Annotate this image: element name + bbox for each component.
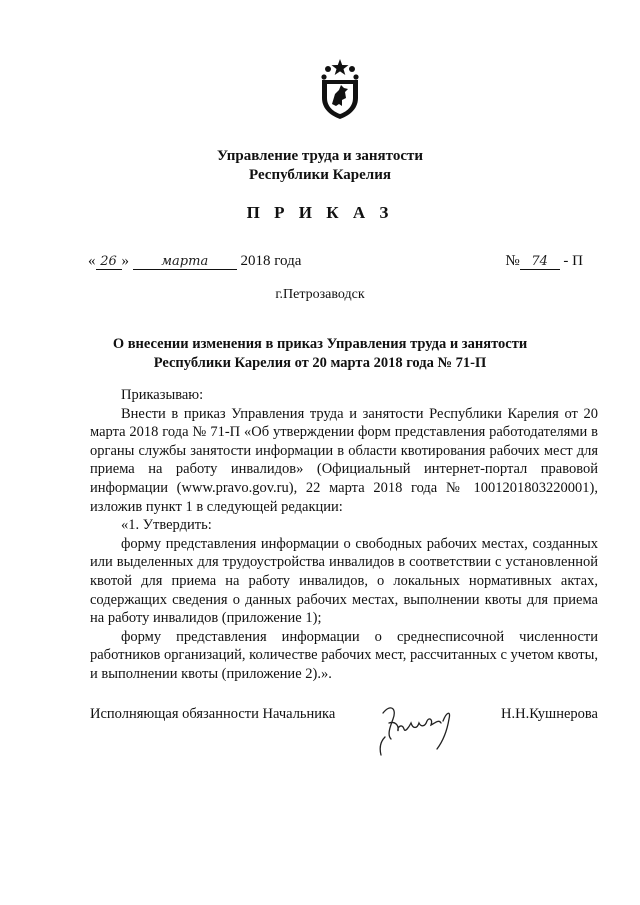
paragraph-approve: «1. Утвердить: [121, 517, 212, 534]
date-year: 2018 года [240, 253, 302, 269]
city: г.Петрозаводск [275, 287, 365, 302]
number-value: 74 [520, 255, 560, 270]
subject-line-2: Республики Карелия от 20 марта 2018 года № 71-П [153, 355, 487, 371]
date-day: 26 [96, 255, 122, 270]
signatory-name: Н.Н.Кушнерова [501, 706, 598, 722]
number-suffix: - П [563, 253, 583, 269]
paragraph-amendment: Внести в приказ Управления труда и занятости Республики Карелия от 20 марта 2018 года № 71-П «Об утверждении форм представления работодателями в органы службы занятости информации в области квотирования рабочих мест для приема на работу инвалидов» (Официальный интернет-портал правовой информации (www.pravo.gov.ru), 22 марта 2018 года № 1001201803220001), изложив пункт 1 в следующей редакции: [90, 405, 598, 515]
paragraph-order-intro: Приказываю: [121, 387, 204, 403]
signatory-position: Исполняющая обязанности Начальника [90, 706, 336, 722]
order-date: « 26 » марта 2018 года [88, 253, 302, 269]
org-line-2: Республики Карелия [249, 167, 391, 183]
coat-of-arms-emblem [318, 58, 362, 120]
paragraph-form-2: форму представления информации о среднесписочной численности работников организаций, количестве рабочих мест, рассчитанных с учетом квоты, и выполнении квоты (приложение 2).». [90, 628, 598, 682]
order-number [505, 253, 583, 270]
number-prefix: № [505, 253, 520, 269]
date-month: марта [133, 255, 237, 270]
order-body [90, 386, 598, 684]
org-line-1: Управление труда и занятости [216, 148, 424, 164]
document-type-title: П Р И К А З [246, 203, 394, 222]
order-subject [100, 335, 540, 373]
paragraph-form-1: форму представления информации о свободных рабочих местах, созданных или выделенных для трудоустройства инвалидов в соответствии с установленной квотой для приема на работу инвалидов, о локальных нормативных актах, содержащих сведения о данных рабочих местах, выполнении квоты для приема на работу инвалидов (приложение 1); [90, 535, 598, 627]
handwritten-signature [373, 697, 463, 757]
organization-name [0, 147, 640, 185]
subject-line-1: О внесении изменения в приказ Управления труда и занятости [112, 336, 528, 352]
